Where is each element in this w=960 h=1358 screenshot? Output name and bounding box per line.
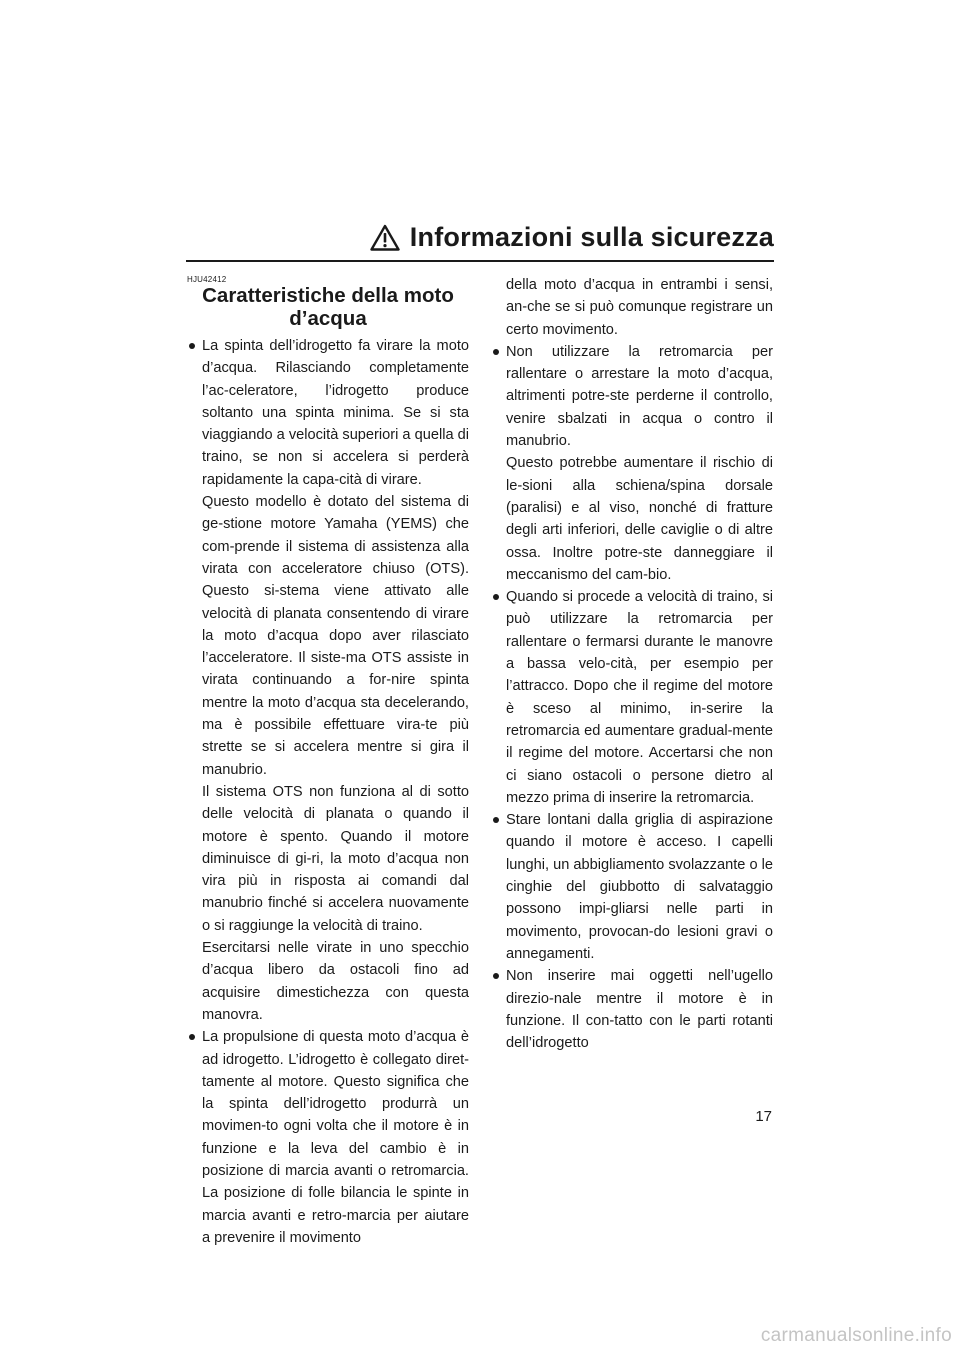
paragraph: Non inserire mai oggetti nell’ugello direzio-nale mentre il motore è in funzione. Il con-tatto con le parti rotanti dell’idrogetto	[506, 968, 773, 1052]
list-item	[187, 1026, 469, 1249]
paragraph: La spinta dell’idrogetto fa virare la moto d’acqua. Rilasciando completamente l’ac-celeratore, l’idrogetto produce soltanto una spinta minima. Se si sta viaggiando a velocità superiori a quella di traino, se non si accelera si perderà rapidamente la capa-cità di virare.	[202, 338, 469, 488]
list-item	[491, 341, 773, 586]
right-column	[491, 274, 773, 1054]
header-title-wrap	[370, 222, 774, 253]
watermark: carmanualsonline.info	[760, 1325, 952, 1346]
page-number: 17	[755, 1108, 772, 1125]
left-column	[187, 275, 469, 1249]
paragraph: Questo potrebbe aumentare il rischio di le-sioni alla schiena/spina dorsale (paralisi) e al viso, nonché di fratture degli arti inferiori, delle caviglie o di altre ossa. Inoltre potre-ste danneggiare il meccanismo del cam-bio.	[506, 455, 773, 583]
paragraph: La propulsione di questa moto d’acqua è ad idrogetto. L’idrogetto è collegato diret-tamente al motore. Questo significa che la spinta dell’idrogetto produrrà un movimen-to ogni volta che il motore è in funzione e la leva del cambio è in posizione di marcia avanti o retromarcia. La posizione di folle bilancia le spinte in marcia avanti e retro-marcia per aiutare a prevenire il movimento	[202, 1029, 469, 1246]
paragraph: Esercitarsi nelle virate in uno specchio d’acqua libero da ostacoli fino ad acquisire dimestichezza con questa manovra.	[202, 940, 469, 1023]
bullet-list-right	[491, 274, 773, 1054]
list-item	[187, 335, 469, 1026]
paragraph: Quando si procede a velocità di traino, si può utilizzare la retromarcia per rallentare o fermarsi durante le manovre a bassa velo-cità, per esempio per l’attracco. Dopo che il regime del motore è sceso al minimo, in-serire la retromarcia ed aumentare gradual-mente il regime del motore. Accertarsi che non ci siano ostacoli o persone dietro al mezzo prima di inserire la retromarcia.	[506, 589, 773, 806]
warning-triangle-icon	[370, 224, 400, 251]
paragraph: Stare lontani dalla griglia di aspirazione quando il motore è acceso. I capelli lunghi, un abbigliamento svolazzante o le cinghie del giubbotto di salvataggio possono impi-gliarsi nelle parti in movimento, provocan-do lesioni gravi o annegamenti.	[506, 812, 773, 962]
header-title: Informazioni sulla sicurezza	[409, 222, 774, 252]
paragraph: Non utilizzare la retromarcia per rallentare o arrestare la moto d’acqua, altrimenti potre-ste perderne il controllo, venire sbalzati in acqua o contro il manubrio.	[506, 343, 773, 450]
list-item-continuation	[491, 274, 773, 341]
bullet-list-left	[187, 335, 469, 1249]
list-item	[491, 965, 773, 1054]
page-header	[186, 222, 774, 258]
list-item	[491, 586, 773, 809]
paragraph: Questo modello è dotato del sistema di ge-stione motore Yamaha (YEMS) che com-prende il sistema di assistenza alla virata con acceleratore chiuso (OTS). Questo si-stema viene attivato alle velocità di planata consentendo di virare la moto d’acqua dopo aver rilasciato l’acceleratore. Il siste-ma OTS assiste in virata continuando a for-nire spinta mentre la moto d’acqua sta decelerando, ma è possibile effettuare vira-te più strette se si accelera mentre si gira il manubrio.	[202, 494, 469, 778]
paragraph: della moto d’acqua in entrambi i sensi, an-che se si può comunque registrare un certo movimento.	[506, 277, 773, 338]
paragraph: Il sistema OTS non funziona al di sotto delle velocità di planata o quando il motore è spento. Quando il motore diminuisce di gi-ri, la moto d’acqua non vira più in risposta ai comandi dal manubrio finché si accelera nuovamente o si raggiunge la velocità di traino.	[202, 783, 469, 934]
section-title: Caratteristiche della moto d’acqua	[202, 284, 454, 330]
header-rule	[186, 260, 774, 262]
list-item	[491, 809, 773, 965]
section-code: HJU42412	[187, 275, 227, 284]
